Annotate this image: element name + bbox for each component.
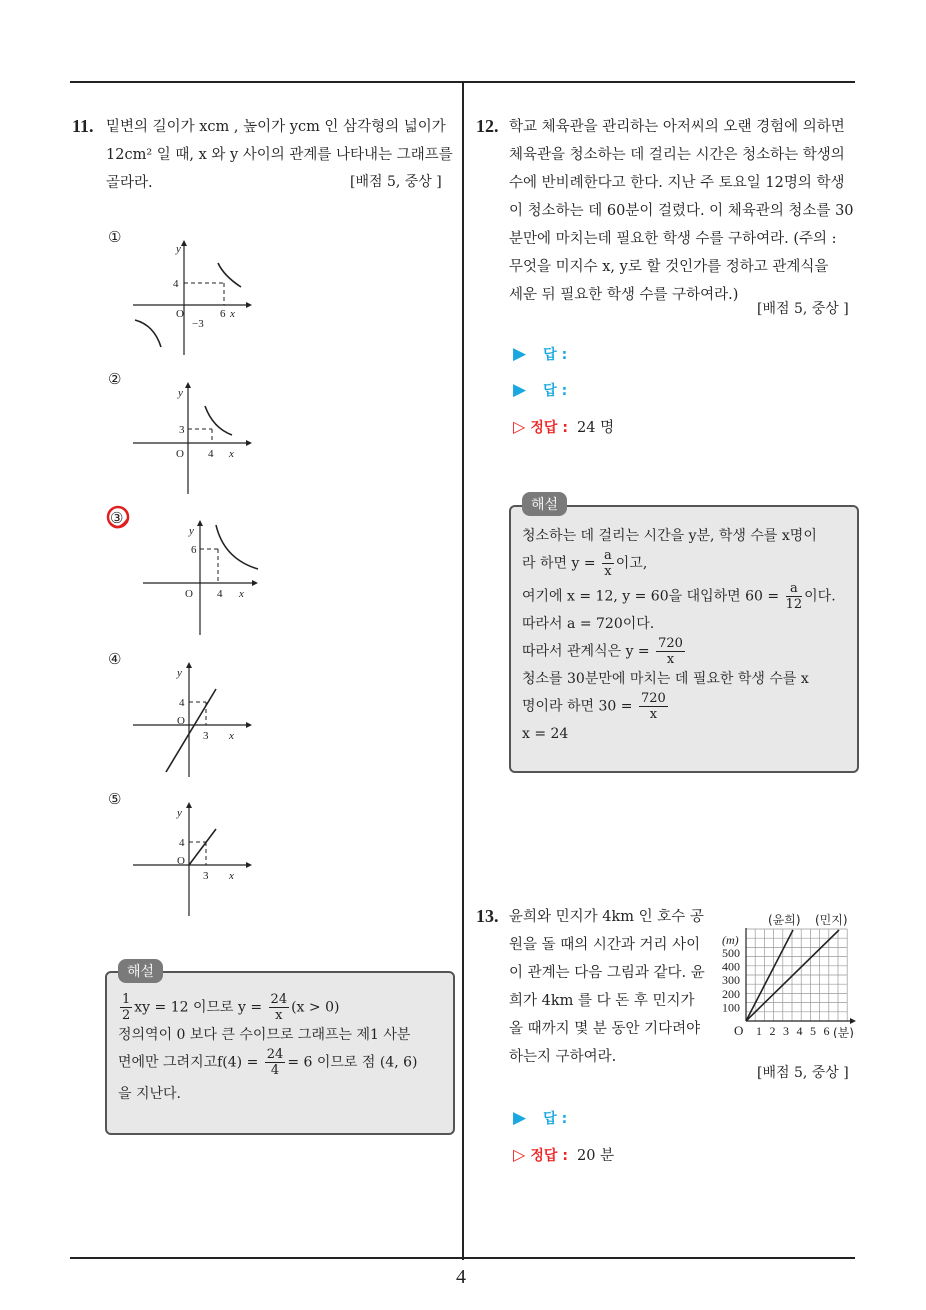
graph-label: O <box>176 448 184 460</box>
q13-text <box>509 903 719 1071</box>
q12-answer-2[interactable] <box>513 380 567 400</box>
q12-answer-1[interactable] <box>513 344 567 364</box>
correct-label: 정답 : <box>530 1148 568 1164</box>
solution-text: 이다. <box>804 588 836 605</box>
x-tick-labels <box>756 1024 830 1038</box>
option-5-label[interactable]: ⑤ <box>108 790 122 808</box>
q13-line: 원을 돌 때의 시간과 거리 사이 <box>509 937 701 953</box>
graph-label: O <box>185 588 193 600</box>
solution-text: 여기에 x = 12, y = 60을 대입하면 60 = <box>522 588 780 605</box>
q12-solution-tag: 해설 <box>522 492 567 516</box>
solution-line <box>522 548 852 579</box>
graph-label: x <box>229 448 234 460</box>
answer-label: 답 : <box>543 383 568 399</box>
graph-label: y <box>177 667 182 679</box>
solution-line <box>522 691 852 722</box>
solution-line <box>118 992 448 1023</box>
q13-correct <box>513 1144 614 1165</box>
x-tick-label: 1 <box>756 1024 762 1038</box>
graph-label: x <box>229 730 234 742</box>
q12-score: [배점 5, 중상 ] <box>757 301 849 317</box>
solution-line: 청소를 30분만에 마치는 데 필요한 학생 수를 x <box>522 671 809 687</box>
q11-solution-text <box>118 992 448 1106</box>
solution-text: 명이라 하면 30 = <box>522 698 633 715</box>
correct-value: 24 명 <box>577 420 615 436</box>
option-2-graph <box>128 382 278 497</box>
graph-label: 4 <box>208 448 214 460</box>
y-tick-label: 200 <box>722 986 740 1001</box>
frac-den: x <box>275 1008 283 1023</box>
fraction <box>656 636 685 667</box>
q12-line: 분만에 마치는데 필요한 학생 수를 구하여라. (주의 : <box>509 231 837 247</box>
solution-text: xy = 12 이므로 y = <box>134 999 263 1016</box>
frac-den: 12 <box>785 597 803 612</box>
option-5-graph <box>128 802 278 922</box>
q13-line: 올 때까지 몇 분 동안 기다려야 <box>509 1021 701 1037</box>
graph-label: y <box>177 807 182 819</box>
q12-text <box>509 113 859 309</box>
frac-den: 2 <box>122 1008 131 1023</box>
graph-label: 4 <box>179 697 185 709</box>
solution-text: (x > 0) <box>291 999 340 1016</box>
bottom-rule <box>70 1257 855 1259</box>
fraction <box>120 992 132 1023</box>
q13-number: 13. <box>476 906 499 926</box>
q11-solution-tag: 해설 <box>118 959 163 983</box>
q13-answer[interactable] <box>513 1108 567 1128</box>
frac-num: 720 <box>640 691 666 706</box>
origin-label: O <box>734 1023 744 1038</box>
q12-line: 수에 반비례한다고 한다. 지난 주 토요일 12명의 학생 <box>509 175 845 191</box>
series-line-minji <box>746 930 839 1021</box>
y-tick-label: 500 <box>722 946 740 960</box>
q12-line: 이 청소하는 데 60분이 걸렸다. 이 체육관의 청소를 30 <box>509 203 854 219</box>
q13-line: 윤희와 민지가 4km 인 호수 공 <box>509 909 704 925</box>
q11-number: 11. <box>72 116 94 136</box>
option-4-label[interactable]: ④ <box>108 650 122 668</box>
page-number: 4 <box>456 1266 466 1288</box>
graph-label: y <box>189 525 194 537</box>
q12-line: 무엇을 미지수 x, y로 할 것인가를 정하고 관계식을 <box>509 259 829 275</box>
y-tick-label: 400 <box>722 959 740 974</box>
x-tick-label: 4 <box>796 1024 803 1038</box>
frac-num: a <box>786 581 803 597</box>
legend-minji: (민지) <box>815 913 848 927</box>
x-axis-unit: (분) <box>833 1026 854 1038</box>
q12-line: 세운 뒤 필요한 학생 수를 구하여라.) <box>509 287 739 303</box>
frac-num: 24 <box>270 992 288 1007</box>
q13-line: 이 관계는 다음 그림과 같다. 윤 <box>509 965 705 981</box>
option-4-graph <box>128 662 278 777</box>
fraction <box>265 1047 286 1078</box>
series-line-yunhee <box>746 930 793 1021</box>
q11-line: 12cm² 일 때, x 와 y 사이의 관계를 나타내는 그래프를 <box>106 147 453 163</box>
answer-arrow-icon: ▶ <box>513 380 527 400</box>
column-divider <box>462 82 464 1260</box>
q12-number: 12. <box>476 116 499 136</box>
x-tick-label: 3 <box>783 1024 789 1038</box>
graph-label: 4 <box>173 278 179 290</box>
solution-text: 면에만 그려지고f(4) = <box>118 1054 259 1071</box>
solution-line <box>522 636 852 667</box>
x-tick-label: 5 <box>810 1024 816 1038</box>
selected-mark <box>104 503 134 533</box>
frac-num: 24 <box>266 1047 284 1062</box>
fraction <box>602 548 614 579</box>
x-tick-label: 6 <box>823 1024 830 1038</box>
solution-text: = 6 이므로 점 (4, 6) <box>287 1054 418 1071</box>
graph-label: 3 <box>203 730 209 742</box>
frac-den: x <box>649 707 658 722</box>
graph-label: −3 <box>192 318 204 330</box>
graph-label: x <box>239 588 244 600</box>
solution-line: 따라서 a = 720이다. <box>522 616 655 632</box>
y-tick-label: 300 <box>722 973 740 988</box>
q11-line: 밑변의 길이가 xcm , 높이가 ycm 인 삼각형의 넓이가 <box>106 119 446 135</box>
graph-label: x <box>229 870 234 882</box>
correct-arrow-icon: ▷ <box>513 417 526 436</box>
correct-value: 20 분 <box>577 1148 615 1164</box>
graph-label: 4 <box>179 837 185 849</box>
graph-label: y <box>176 243 181 255</box>
answer-label: 답 : <box>543 1111 568 1127</box>
q12-line: 체육관을 청소하는 데 걸리는 시간은 청소하는 학생의 <box>509 147 845 163</box>
graph-label: 4 <box>217 588 223 600</box>
q12-solution-text <box>522 524 852 746</box>
frac-den: x <box>604 564 612 579</box>
frac-den: 4 <box>270 1063 280 1078</box>
graph-label: y <box>178 387 183 399</box>
solution-line: 정의역이 0 보다 큰 수이므로 그래프는 제1 사분 <box>118 1027 411 1043</box>
graph-label: O <box>177 715 185 727</box>
correct-label: 정답 : <box>530 420 568 436</box>
option-3-label[interactable]: ③ <box>110 509 124 527</box>
q12-correct <box>513 416 614 437</box>
solution-line: 청소하는 데 걸리는 시간을 y분, 학생 수를 x명이 <box>522 528 817 544</box>
q13-score: [배점 5, 중상 ] <box>757 1065 849 1081</box>
solution-line <box>118 1047 448 1078</box>
frac-num: 720 <box>658 636 683 651</box>
x-tick-label: 2 <box>769 1024 776 1038</box>
solution-line <box>522 581 852 612</box>
legend-yunhee: (윤희) <box>768 913 801 927</box>
graph-label: 3 <box>203 870 209 882</box>
q13-distance-time-chart <box>716 908 862 1038</box>
y-tick-label: 100 <box>722 1000 740 1015</box>
q12-line: 학교 체육관을 관리하는 아저씨의 오랜 경험에 의하면 <box>509 119 845 135</box>
answer-arrow-icon: ▶ <box>513 344 527 364</box>
solution-line: x = 24 <box>522 726 569 742</box>
q11-line: 골라라. <box>106 175 153 191</box>
solution-text: 따라서 관계식은 y = <box>522 643 650 660</box>
graph-label: O <box>176 308 184 320</box>
option-1-label[interactable]: ① <box>108 228 122 246</box>
frac-den: x <box>666 652 675 667</box>
q13-line: 희가 4km 를 다 돈 후 민지가 <box>509 993 695 1009</box>
fraction <box>269 992 290 1023</box>
frac-num: a <box>604 548 612 563</box>
answer-label: 답 : <box>543 347 568 363</box>
y-axis-unit: (m) <box>722 933 739 947</box>
graph-label: 6 <box>191 544 197 556</box>
graph-label: 3 <box>179 424 185 436</box>
q11-score: [배점 5, 중상 ] <box>350 174 442 190</box>
option-3-graph <box>140 520 270 635</box>
y-tick-labels <box>722 946 740 1014</box>
fraction <box>639 691 668 722</box>
fraction <box>786 581 803 612</box>
solution-text: 이고, <box>615 555 648 572</box>
answer-arrow-icon: ▶ <box>513 1108 527 1128</box>
q13-line: 하는지 구하여라. <box>509 1049 617 1065</box>
option-2-label[interactable]: ② <box>108 370 122 388</box>
correct-arrow-icon: ▷ <box>513 1145 526 1164</box>
option-1-graph <box>128 240 278 360</box>
graph-label: x <box>230 308 235 320</box>
solution-text: 라 하면 y = <box>522 555 596 572</box>
solution-line: 을 지난다. <box>118 1086 181 1102</box>
frac-num: 1 <box>122 992 131 1007</box>
graph-label: 6 <box>220 308 226 320</box>
graph-label: O <box>177 855 185 867</box>
